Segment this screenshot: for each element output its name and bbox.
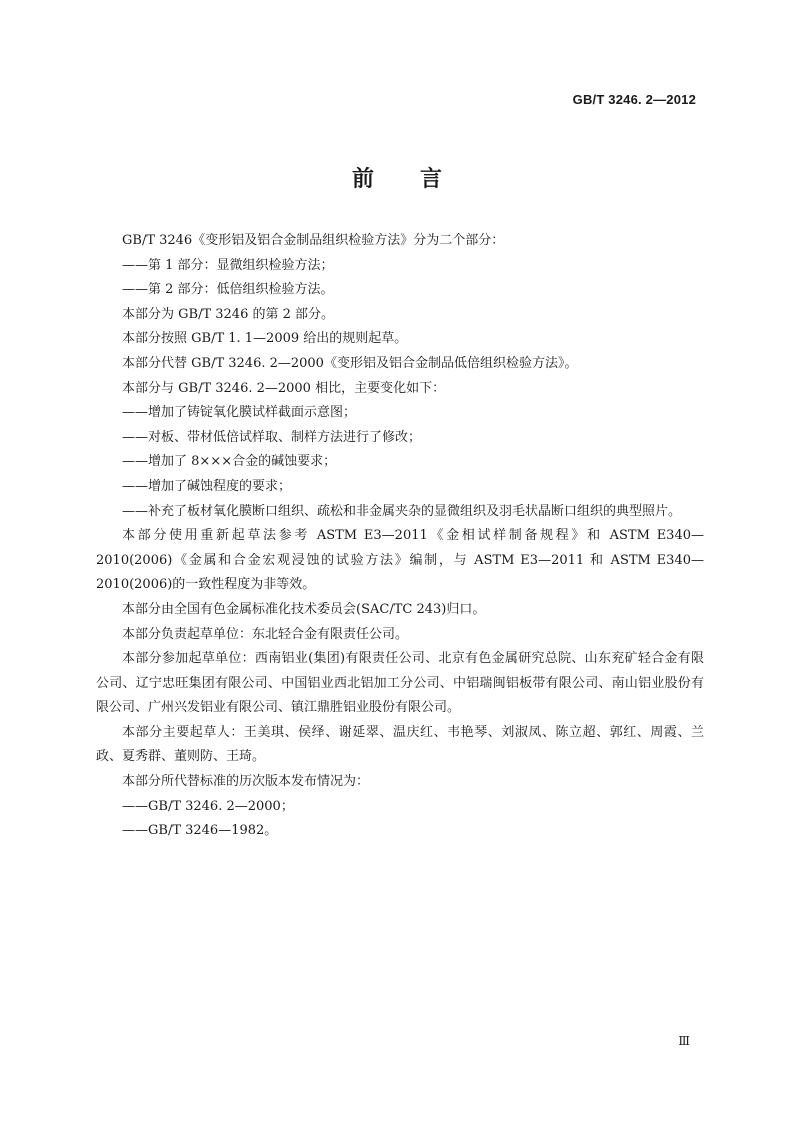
title-char-1: 前 [351, 167, 374, 192]
list-item-change-5: ——补充了板材氧化膜断口组织、疏松和非金属夹杂的显微组织及羽毛状晶断口组织的典型照片。 [122, 503, 682, 519]
list-item-history-1: ——GB/T 3246. 2—2000； [122, 798, 294, 814]
paragraph-history-intro: 本部分所代替标准的历次版本发布情况为： [122, 774, 370, 790]
paragraph-parts-intro: GB/T 3246《变形铝及铝合金制品组织检验方法》分为二个部分： [122, 233, 505, 248]
paragraph-replaces: 本部分代替 GB/T 3246. 2—2000《变形铝及铝合金制品低倍组织检验方法》。 [122, 355, 578, 371]
list-item-change-1: ——增加了铸锭氧化膜试样截面示意图； [122, 405, 357, 421]
paragraph-committee: 本部分由全国有色金属标准化技术委员会(SAC/TC 243)归口。 [122, 601, 486, 617]
standard-code: GB/T 3246. 2—2012 [572, 92, 696, 107]
foreword-body [96, 229, 704, 844]
list-item-history-2: ——GB/T 3246—1982。 [122, 823, 278, 839]
list-item-change-2: ——对板、带材低倍试样取、制样方法进行了修改； [122, 429, 422, 445]
paragraph-responsible-unit: 本部分负责起草单位：东北轻合金有限责任公司。 [122, 626, 409, 642]
page-number: Ⅲ [678, 1034, 690, 1048]
list-item-change-3: ——增加了 8×××合金的碱蚀要求； [122, 454, 337, 470]
paragraph-drafting-rules: 本部分按照 GB/T 1. 1—2009 给出的规则起草。 [122, 331, 408, 347]
list-item-change-4: ——增加了碱蚀程度的要求； [122, 478, 292, 494]
title-char-2: 言 [420, 167, 443, 192]
paragraph-references: 本部分使用重新起草法参考 ASTM E3—2011《金相试样制备规程》和 ASTM E340—2010(2006)《金属和合金宏观浸蚀的试验方法》编制，与 ASTM E3—2011 和 ASTM E340—2010(2006)的一致性程度为非等效。 [96, 528, 704, 593]
paragraph-changes-intro: 本部分与 GB/T 3246. 2—2000 相比，主要变化如下： [122, 380, 446, 396]
page-title [0, 162, 794, 193]
paragraph-drafters: 本部分主要起草人：王美琪、侯绎、谢延翠、温庆红、韦艳琴、刘淑凤、陈立超、郭红、周霞、兰政、夏秀群、董则防、王琦。 [96, 724, 704, 765]
paragraph-this-part: 本部分为 GB/T 3246 的第 2 部分。 [122, 306, 335, 322]
list-item-part-1: ——第 1 部分：显微组织检验方法； [122, 257, 334, 273]
list-item-part-2: ——第 2 部分：低倍组织检验方法。 [122, 282, 334, 298]
paragraph-participating-units: 本部分参加起草单位：西南铝业(集团)有限责任公司、北京有色金属研究总院、山东兖矿轻合金有限公司、辽宁忠旺集团有限公司、中国铝业西北铝加工分公司、中铝瑞闽铝板带有限公司、南山铝业股份有限公司、广州兴发铝业有限公司、镇江鼎胜铝业股份有限公司。 [96, 651, 704, 716]
